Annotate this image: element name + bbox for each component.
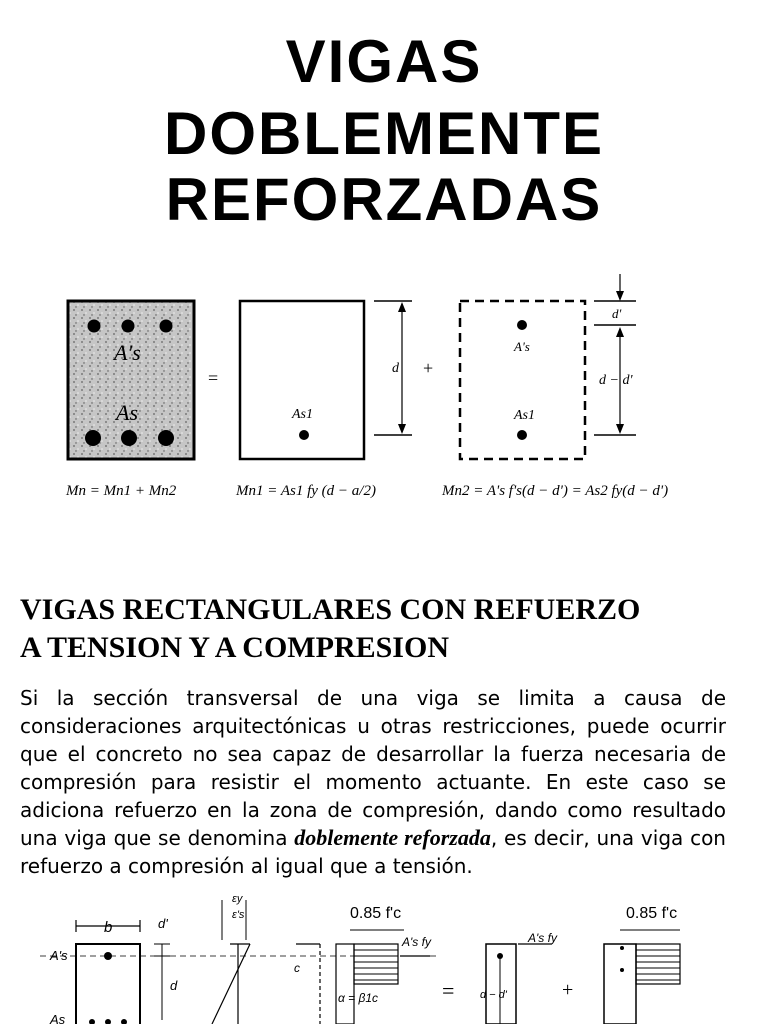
paragraph-text-end: , es decir, una viga con refuerzo a compresión al igual que a tensión. <box>20 826 726 878</box>
label-085-fc: 0.85 f'c <box>350 905 402 922</box>
label-eps-s: ε's <box>232 909 245 921</box>
paragraph-text-start: Si la sección transversal de una viga se limita a causa de consideraciones arquitectónicas u otras restricciones, puede ocurrir que el concreto no sea capaz de desarrollar la fuerza necesaria de compresión para resistir el momento actuante. En este caso se adiciona refuerzo en la zona de compresión, dando como resultado una viga que se denomina <box>20 686 726 850</box>
paragraph-emphasis: doblemente reforzada <box>294 825 491 850</box>
equation-mn: Mn = Mn1 + Mn2 <box>66 483 177 499</box>
label-as-prime: A's <box>114 340 141 365</box>
label-asfy: A's fy <box>402 935 431 949</box>
body-paragraph <box>20 684 726 880</box>
equals-sign: = <box>208 368 219 388</box>
equals-sign: = <box>442 978 455 1003</box>
label-as: As <box>50 1012 66 1024</box>
label-asfy-2: A's fy <box>528 931 557 945</box>
stress-strain-diagram <box>0 890 768 1024</box>
equation-mn2: Mn2 = A's f's(d − d') = As2 fy(d − d') <box>442 483 669 499</box>
plus-sign: + <box>562 979 574 1001</box>
rebar-as1 <box>299 430 309 440</box>
label-d-prime: d' <box>612 306 622 321</box>
rebar-top <box>122 320 135 333</box>
label-c: c <box>294 961 300 975</box>
beam-section-diagram <box>0 268 768 518</box>
rebar-bottom <box>85 430 101 446</box>
rebar-top <box>88 320 101 333</box>
label-as1: As1 <box>292 407 313 422</box>
rebar-bottom <box>121 430 137 446</box>
plus-sign: + <box>423 358 434 378</box>
label-as-prime-2: A's <box>514 339 530 354</box>
label-d-minus-dprime: d − d' <box>599 373 633 388</box>
label-alpha: α = β1c <box>338 991 379 1005</box>
label-b: b <box>104 919 113 936</box>
equation-mn1: Mn1 = As1 fy (d − a/2) <box>236 483 376 499</box>
label-d-prime: d' <box>158 916 168 931</box>
label-eps-y: εy <box>232 893 243 905</box>
title-line-3: REFORZADAS <box>165 166 603 233</box>
title-line-1: VIGAS <box>285 28 483 95</box>
title-line-2: DOBLEMENTE <box>164 100 604 167</box>
label-d-minus-dprime-2: d − d' <box>480 989 507 1001</box>
section-heading-line-1: VIGAS RECTANGULARES CON REFUERZO <box>20 593 641 626</box>
rebar-tension <box>517 430 527 440</box>
label-as: As <box>116 400 138 425</box>
label-d: d <box>170 978 178 993</box>
label-085-fc-2: 0.85 f'c <box>626 905 678 922</box>
label-as-prime: A's <box>50 948 68 963</box>
label-as1-2: As1 <box>514 408 535 423</box>
rebar-top <box>160 320 173 333</box>
rebar-compression <box>517 320 527 330</box>
section-heading-line-2: A TENSION Y A COMPRESION <box>20 631 449 664</box>
label-d: d <box>392 361 399 376</box>
rebar-bottom <box>158 430 174 446</box>
